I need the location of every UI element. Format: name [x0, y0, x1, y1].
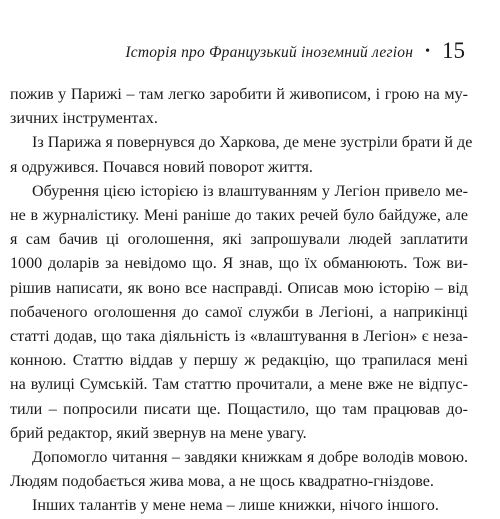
text-line: 1000 доларів за невідомо що. Я знав, що їх обманюють. Тож ви- [10, 255, 468, 273]
header-bullet: • [425, 44, 430, 59]
text-line: пожив у Парижі – там легко заробити й живописом, і грою на му- [10, 86, 468, 103]
page-number: 15 [442, 38, 465, 63]
text-line: тили – попросили писати ще. Пощастило, що там працював до- [10, 400, 468, 418]
text-line: конною. Статтю віддав у першу ж редакцію, що трапилася мені [10, 352, 468, 370]
text-line: рішив написати, як воно все насправді. Описав мою історію – від [10, 279, 468, 297]
text-line: Людям подобається жива мова, а не щось квадратно-гніздове. [10, 473, 434, 491]
text-line: Із Парижа я повернувся до Харкова, де мене зустріли брати й де [32, 134, 473, 152]
text-line: Допомогло читання – завдяки книжкам я добре володів мовою. [32, 449, 468, 467]
text-line: Обурення цією історією із влаштуванням у Легіон привело ме- [32, 182, 468, 200]
text-line: я одружився. Почався новий поворот життя. [10, 158, 313, 176]
text-line: статті додав, що така діяльність із «влаштування в Легіон» є неза- [10, 328, 468, 346]
running-header [125, 34, 465, 63]
text-line: Інших талантів у мене нема – лише книжки, нічого іншого. [32, 497, 439, 515]
text-line: зичних інструментах. [10, 110, 158, 128]
text-line: не в журналістику. Мені раніше до таких речей було байдуже, але [10, 207, 468, 225]
running-title: Історія про Французький іноземний легіон [125, 44, 414, 61]
text-line: на вулиці Сумській. Там статтю прочитали, а мене вже не відпус- [10, 376, 468, 394]
body-text [10, 83, 473, 519]
text-line: я сам бачив ці оголошення, які запрошували людей заплатити [10, 231, 468, 249]
text-line: брий редактор, який звернув на мене увагу. [10, 424, 307, 442]
text-line: побаченого оголошення до самої служби в Легіоні, а наприкінці [10, 303, 468, 321]
